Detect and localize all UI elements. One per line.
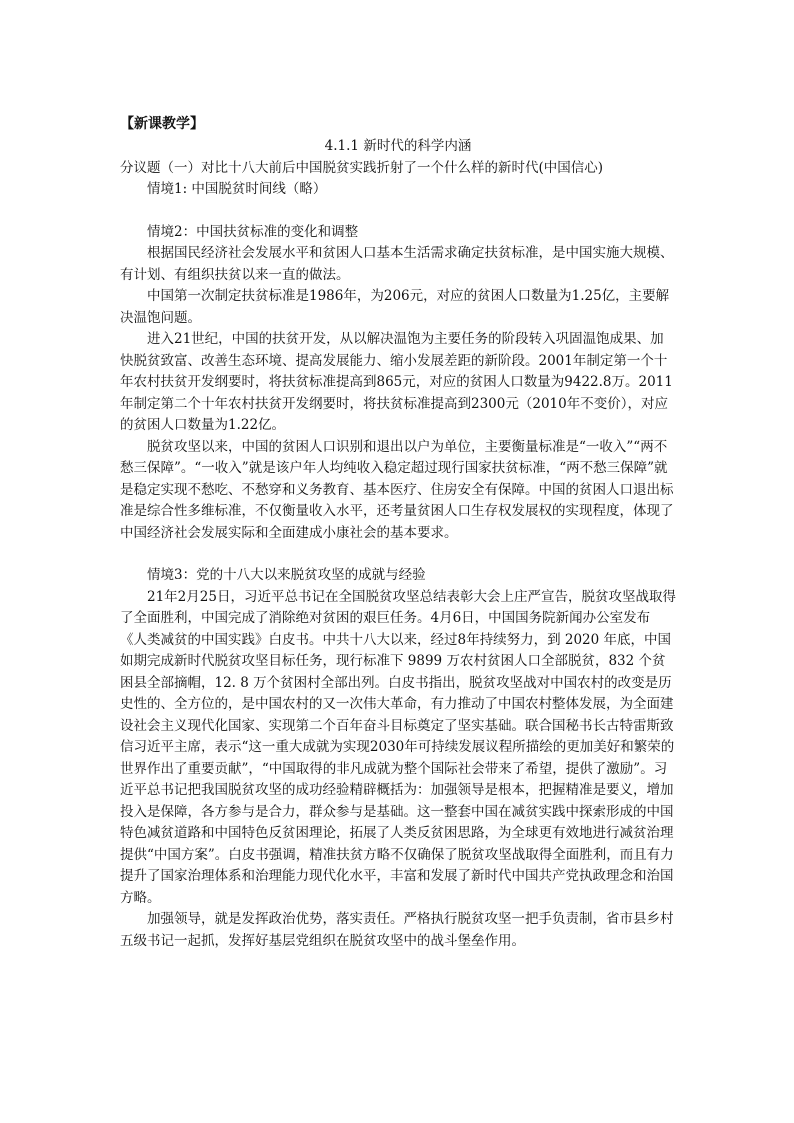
context2-title: 情境2：中国扶贫标准的变化和调整 bbox=[147, 223, 359, 240]
document-body bbox=[120, 112, 676, 952]
lesson-title: 4.1.1 新时代的科学内涵 bbox=[324, 138, 472, 154]
context2-paragraph: 中国第一次制定扶贫标准是1986年，为206元，对应的贫困人口数量为1.25亿，主要解决温饱问题。 bbox=[120, 288, 670, 326]
spacer bbox=[120, 201, 676, 222]
topic-question: 分议题（一）对比十八大前后中国脱贫实践折射了一个什么样的新时代(中国信心) bbox=[120, 159, 604, 176]
context2-paragraph: 根据国民经济社会发展水平和贫困人口基本生活需求确定扶贫标准，是中国实施大规模、有计划、有组织扶贫以来一直的做法。 bbox=[120, 245, 674, 283]
section-label: 【新课教学】 bbox=[120, 116, 204, 132]
context3-paragraph: 21年2月25日，习近平总书记在全国脱贫攻坚总结表彰大会上庄严宣告，脱贫攻坚战取得了全面胜利，中国完成了消除绝对贫困的艰巨任务。4月6日，中国国务院新闻办公室发布《人类减贫的中国实践》白皮书。中共十八大以来，经过8年持续努力，到 2020 年底，中国如期完成新时代脱贫攻坚目标任务，现行标准下 9899 万农村贫困人口全部脱贫，832 个贫困县全部摘帽，12. 8 万个贫困村全部出列。白皮书指出，脱贫攻坚战对中国农村的改变是历史性的、全方位的，是中国农村的又一次伟大革命，有力推动了中国农村整体发展，为全面建设社会主义现代化国家、实现第二个百年奋斗目标奠定了坚实基础。联合国秘书长古特雷斯致信习近平主席，表示“这一重大成就为实现2030年可持续发展议程所描绘的更加美好和繁荣的世界作出了重要贡献”，“中国取得的非凡成就为整个国际社会带来了希望，提供了激励”。习近平总书记把我国脱贫攻坚的成功经验精辟概括为：加强领导是根本，把握精准是要义，增加投入是保障，各方参与是合力，群众参与是基础。这一整套中国在减贫实践中探索形成的中国特色减贫道路和中国特色反贫困理论，拓展了人类反贫困思路，为全球更有效地进行减贫治理提供“中国方案”。白皮书强调，精准扶贫方略不仅确保了脱贫攻坚战取得全面胜利，而且有力提升了国家治理体系和治理能力现代化水平，丰富和发展了新时代中国共产党执政理念和治国方略。 bbox=[120, 588, 676, 906]
spacer bbox=[120, 544, 676, 565]
context3-title: 情境3：党的十八大以来脱贫攻坚的成就与经验 bbox=[147, 567, 426, 583]
context2-paragraph: 脱贫攻坚以来，中国的贫困人口识别和退出以户为单位，主要衡量标准是“一收入”“两不愁三保障”。“一收入”就是该户年人均纯收入稳定超过现行国家扶贫标准，“两不愁三保障”就是稳定实现不愁吃、不愁穿和义务教育、基本医疗、住房安全有保障。中国的贫困人口退出标准是综合性多维标准，不仅衡量收入水平，还考量贫困人口生存权发展权的实现程度，体现了中国经济社会发展实际和全面建成小康社会的基本要求。 bbox=[120, 438, 674, 541]
context1-title: 情境1: 中国脱贫时间线（略） bbox=[147, 181, 327, 197]
context2-paragraph: 进入21世纪，中国的扶贫开发，从以解决温饱为主要任务的阶段转入巩固温饱成果、加快脱贫致富、改善生态环境、提高发展能力、缩小发展差距的新阶段。2001年制定第一个十年农村扶贫开发纲要时，将扶贫标准提高到865元，对应的贫困人口数量为9422.8万。2011年制定第二个十年农村扶贫开发纲要时，将扶贫标准提高到2300元（2010年不变价），对应的贫困人口数量为1.22亿。 bbox=[120, 331, 673, 433]
context3-paragraph: 加强领导，就是发挥政治优势，落实责任。严格执行脱贫攻坚一把手负责制，省市县乡村五级书记一起抓，发挥好基层党组织在脱贫攻坚中的战斗堡垒作用。 bbox=[120, 911, 674, 949]
